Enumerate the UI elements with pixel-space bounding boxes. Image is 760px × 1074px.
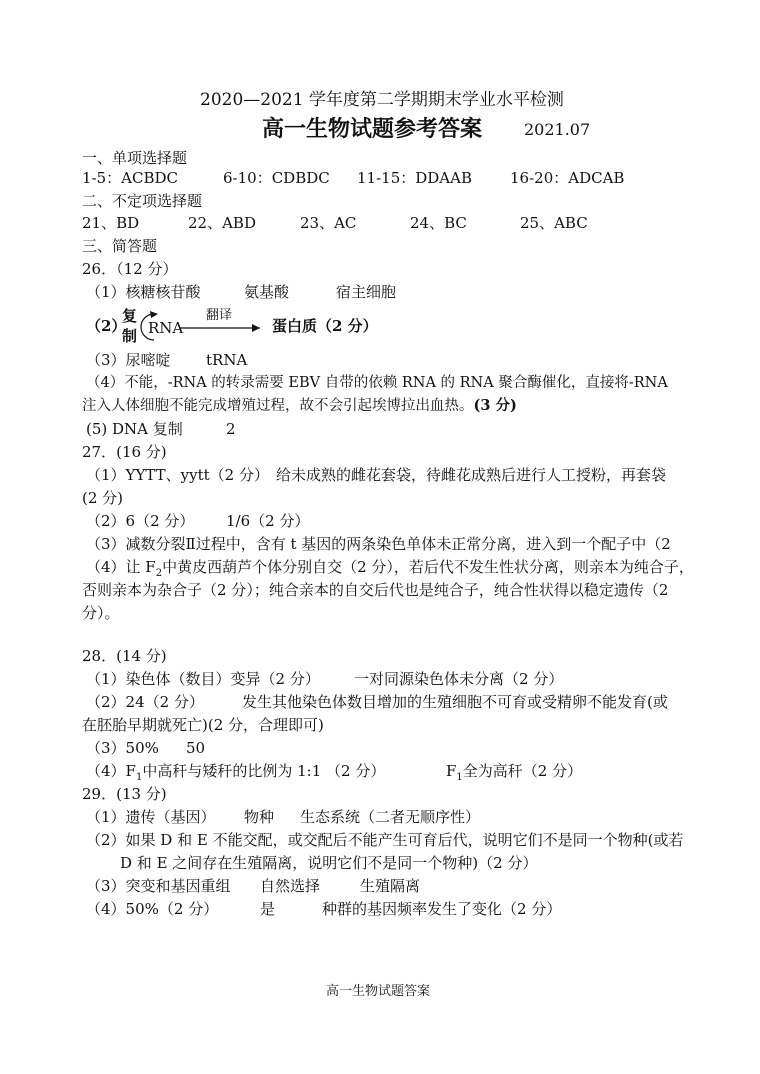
section-heading-single-choice: 一、单项选择题 [82,149,188,167]
q27-4-line2: 否则亲本为杂合子（2 分）；纯合亲本的自交后代也是纯合子，纯合性状得以稳定遗传（2 [82,581,669,599]
answer-24: 24、BC [410,214,467,232]
q27-4-line1: （4）让 $F_2$中黄皮西葫芦个体分别自交（2 分），若后代不发生性状分离，则亲本为纯合子， [86,558,694,579]
answer-23: 23、AC [300,214,357,232]
q26-2-fu: 复 [122,307,138,325]
q27-1-c: (2 分) [82,489,124,507]
q28-2-c: 在胚胎早期就死亡)(2 分，合理即可) [82,716,324,734]
q28-heading: 28．(14 分) [82,647,167,665]
q26-2-rna: RNA [148,319,184,337]
answer-22: 22、ABD [188,214,256,232]
exam-title: 2020—2021 学年度第二学期期末学业水平检测 [200,90,564,110]
q29-1-c: 生态系统（二者无顺序性） [300,808,481,826]
q27-4-line3: 分）。 [82,604,120,622]
exam-date: 2021.07 [524,120,591,139]
answer-6-10: 6-10：CDBDC [223,169,330,187]
q29-4-a: （4）50%（2 分） [86,900,219,918]
q26-5-b: 2 [226,420,236,438]
q28-4-b: $F_1$全为高秆（2 分） [446,762,583,783]
q26-1-a: （1）核糖核苷酸 [86,283,201,301]
q29-1-b: 物种 [244,808,275,826]
q26-3-a: （3）尿嘧啶 [86,351,171,369]
q27-2-a: （2）6（2 分） [86,512,195,530]
q29-4-c: 种群的基因频率发生了变化（2 分） [322,900,562,918]
q27-1-b: 给未成熟的雌花套袋，待雌花成熟后进行人工授粉，再套袋 [276,466,667,484]
q27-heading: 27．(16 分) [82,443,167,461]
q26-1-c: 宿主细胞 [336,283,397,301]
page-footer: 高一生物试题答案 [326,984,431,999]
q29-2-line2: D 和 E 之间存在生殖隔离，说明它们不是同一个物种)（2 分） [120,854,538,872]
q27-2-b: 1/6（2 分） [226,512,310,530]
q29-3-b: 自然选择 [260,877,321,895]
q26-4-line1: （4）不能，-RNA 的转录需要 EBV 自带的依赖 RNA 的 RNA 聚合酶催化，直接将-RNA [86,375,668,391]
q26-2-zhi: 制 [122,327,138,345]
q29-1-a: （1）遗传（基因） [86,808,216,826]
q28-3-a: （3）50% [86,739,159,757]
q27-3: （3）减数分裂Ⅱ过程中，含有 t 基因的两条染色单体未正常分离，进入到一个配子中（2 [86,535,671,553]
answer-1-5: 1-5：ACBDC [82,169,178,187]
q26-2-tail: 蛋白质（2 分） [272,317,378,335]
q28-4-a: $(4)F_1$中高秆与矮秆的比例为 1:1 （2 分） [86,762,386,783]
q26-heading: 26．（12 分） [82,260,178,278]
q26-2-arrow-label: 翻译 [206,308,233,323]
q28-1-a: （1）染色体（数目）变异（2 分） [86,670,320,688]
section-heading-multi-choice: 二、不定项选择题 [82,192,203,210]
q28-2-a: （2）24（2 分） [86,693,204,711]
answer-25: 25、ABC [520,214,588,232]
answer-11-15: 11-15：DDAAB [357,169,472,187]
answer-21: 21、BD [82,214,140,232]
page-title: 高一生物试题参考答案 [262,117,483,142]
q26-2-num: （2） [86,317,127,335]
q28-1-b: 一对同源染色体未分离（2 分） [354,670,564,688]
q29-3-a: （3）突变和基因重组 [86,877,231,895]
q26-4-line2: 注入人体细胞不能完成增殖过程，故不会引起埃博拉出血热。(3 分) [82,397,517,414]
q26-5-a: (5) DNA 复制 [86,420,183,438]
section-heading-short-answer: 三、简答题 [82,237,158,255]
q28-3-b: 50 [186,739,206,757]
q28-2-b: 发生其他染色体数目增加的生殖细胞不可育或受精卵不能发育(或 [242,693,668,711]
q29-heading: 29．(13 分) [82,785,167,803]
q26-1-b: 氨基酸 [244,283,290,301]
q27-1-a: （1）YYTT、yytt（2 分） [86,466,269,484]
q29-3-c: 生殖隔离 [360,877,421,895]
q26-3-b: tRNA [206,351,248,369]
answer-16-20: 16-20：ADCAB [510,169,625,187]
q29-2-line1: （2）如果 D 和 E 不能交配，或交配后不能产生可育后代，说明它们不是同一个物种(或若 [86,831,684,849]
q29-4-b: 是 [260,900,276,918]
